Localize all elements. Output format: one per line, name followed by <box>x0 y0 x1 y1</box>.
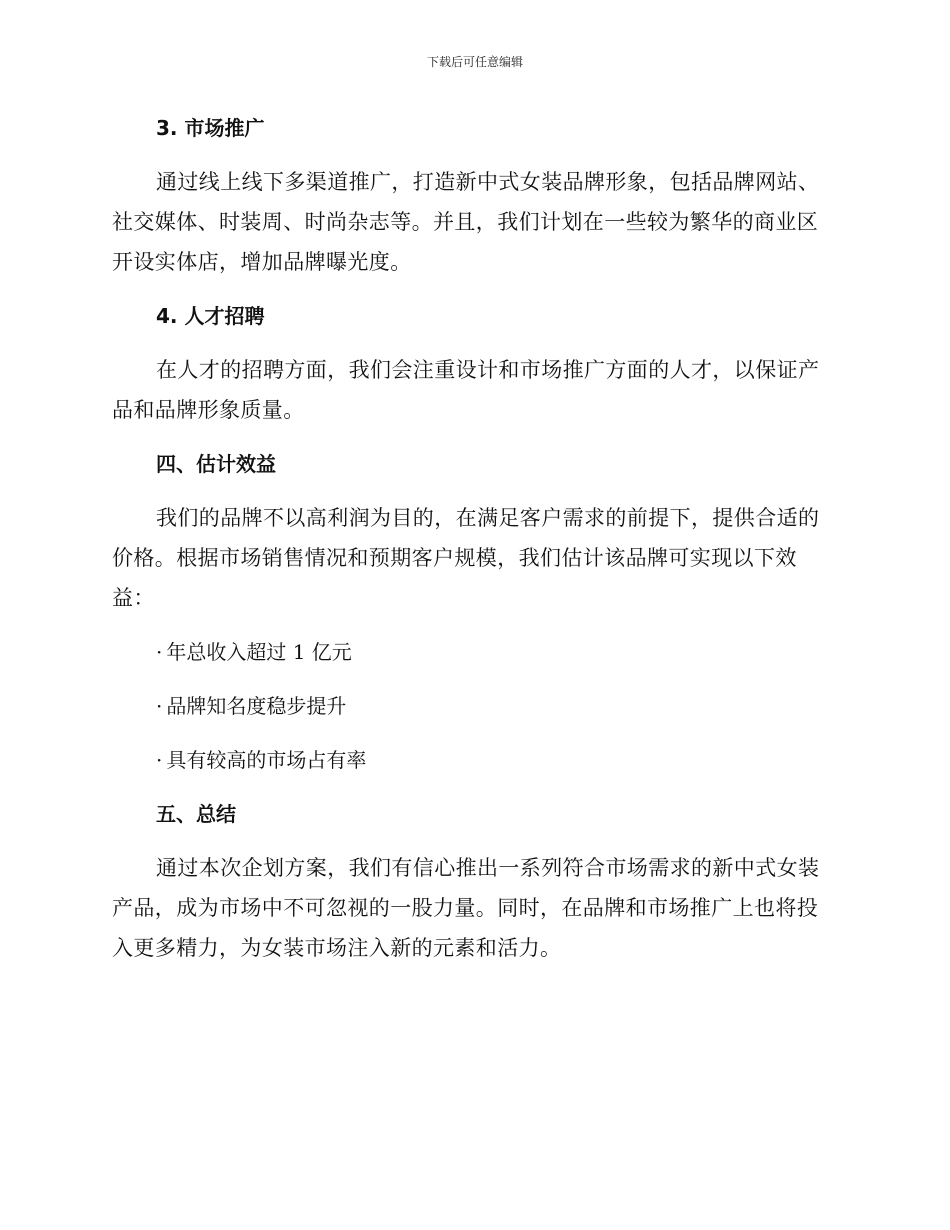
paragraph-marketing: 通过线上线下多渠道推广，打造新中式女装品牌形象，包括品牌网站、社交媒体、时装周、时尚杂志等。并且，我们计划在一些较为繁华的商业区开设实体店，增加品牌曝光度。 <box>112 170 820 274</box>
paragraph-summary: 通过本次企划方案，我们有信心推出一系列符合市场需求的新中式女装产品，成为市场中不可忽视的一股力量。同时，在品牌和市场推广上也将投入更多精力，为女装市场注入新的元素和活力。 <box>112 856 820 960</box>
section-heading-benefits: 四、估计效益 <box>156 452 276 476</box>
list-item <box>112 686 832 726</box>
page-header: 下载后可任意编辑 <box>426 55 523 69</box>
bullet-symbol: · <box>156 748 163 772</box>
bullet-text: 年总收入超过 1 亿元 <box>166 640 352 664</box>
bullet-text: 具有较高的市场占有率 <box>166 748 367 772</box>
section-heading-marketing: 3. 市场推广 <box>156 116 265 140</box>
document-body <box>112 108 832 982</box>
section-heading-recruitment: 4. 人才招聘 <box>156 304 265 328</box>
paragraph-recruitment: 在人才的招聘方面，我们会注重设计和市场推广方面的人才，以保证产品和品牌形象质量。 <box>112 358 820 422</box>
bullet-symbol: · <box>156 640 163 664</box>
section-heading-summary: 五、总结 <box>156 802 236 826</box>
bullet-symbol: · <box>156 694 163 718</box>
list-item <box>112 632 832 672</box>
bullet-text: 品牌知名度稳步提升 <box>166 694 347 718</box>
list-item <box>112 740 832 780</box>
paragraph-benefits: 我们的品牌不以高利润为目的，在满足客户需求的前提下，提供合适的价格。根据市场销售情况和预期客户规模，我们估计该品牌可实现以下效益： <box>112 506 820 610</box>
